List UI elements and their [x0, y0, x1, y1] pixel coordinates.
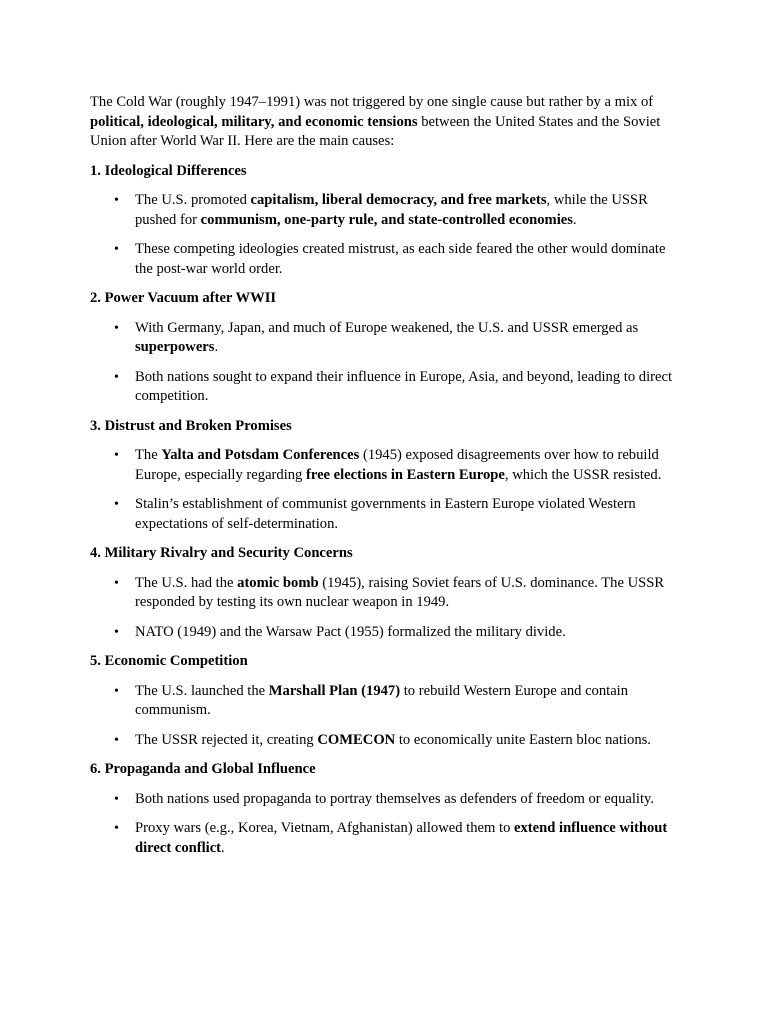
list-item-bold-text: free elections in Eastern Europe: [306, 466, 505, 483]
list-item-text: (1945) exposed disagreements over how to rebuild Europe, especially regarding: [135, 447, 659, 483]
list-item-text: (1945), raising Soviet fears of U.S. dominance. The USSR responded by testing its own nuclear weapon in 1949.: [135, 574, 665, 610]
list-item-text: The U.S. had the: [135, 574, 238, 591]
list-item: [90, 368, 680, 407]
list-item-text: .: [572, 211, 577, 228]
bullet-icon: •: [114, 369, 119, 385]
bullet-icon: •: [114, 320, 119, 336]
list-item-bold-text: communism, one-party rule, and state-controlled economies: [200, 211, 573, 228]
list-item-bold-text: capitalism, liberal democracy, and free markets: [250, 192, 547, 208]
sections-container: [90, 162, 680, 859]
section-heading: 1. Ideological Differences: [90, 162, 247, 179]
list-item-text: , which the USSR resisted.: [504, 466, 662, 483]
list-item-text: The U.S. launched the: [135, 682, 269, 699]
bullet-icon: •: [114, 821, 119, 836]
list-item: [90, 790, 680, 810]
section-heading: 4. Military Rivalry and Security Concerns: [90, 545, 353, 561]
list-item-text: .: [221, 839, 225, 856]
intro-paragraph: [90, 93, 680, 152]
bullet-list: [90, 682, 680, 751]
bullet-icon: •: [114, 732, 119, 748]
bullet-icon: •: [114, 193, 119, 208]
list-item-text: .: [214, 339, 219, 355]
bullet-icon: •: [114, 683, 119, 699]
section-heading: 2. Power Vacuum after WWII: [90, 290, 277, 306]
list-item-bold-text: Yalta and Potsdam Conferences: [161, 447, 360, 463]
list-item-text: Both nations used propaganda to portray themselves as defenders of freedom or equality.: [135, 790, 655, 807]
list-item: [90, 574, 680, 613]
list-item: [90, 191, 680, 230]
list-item: [90, 495, 680, 534]
bullet-list: [90, 446, 680, 534]
list-item-text: NATO (1949) and the Warsaw Pact (1955) formalized the military divide.: [135, 623, 566, 640]
list-item-bold-text: COMECON: [317, 731, 396, 748]
bullet-icon: •: [114, 791, 119, 807]
list-item-text: to rebuild Western Europe and contain communism.: [135, 682, 629, 718]
bullet-list: [90, 191, 680, 279]
bullet-icon: •: [114, 242, 119, 257]
list-item-text: These competing ideologies created mistrust, as each side feared the other would dominate the post-war world order.: [135, 241, 666, 277]
list-item: [90, 446, 680, 485]
bullet-icon: •: [114, 575, 119, 591]
bullet-icon: •: [114, 624, 119, 640]
section-heading: 6. Propaganda and Global Influence: [90, 761, 316, 777]
intro-text: The Cold War (roughly 1947–1991) was not triggered by one single cause but rather by a mix of: [90, 94, 654, 110]
intro-bold-text: political, ideological, military, and economic tensions: [90, 113, 418, 130]
list-item-text: Both nations sought to expand their influence in Europe, Asia, and beyond, leading to direct competition.: [135, 368, 673, 404]
list-item-text: The USSR rejected it, creating: [135, 731, 318, 748]
section-heading: 3. Distrust and Broken Promises: [90, 417, 292, 434]
list-item-text: With Germany, Japan, and much of Europe weakened, the U.S. and USSR emerged as: [135, 319, 639, 336]
list-item-text: , while the USSR pushed for: [135, 192, 648, 228]
list-item-text: The U.S. promoted: [135, 192, 251, 208]
section-heading: 5. Economic Competition: [90, 653, 248, 669]
intro-text: between the United States and the Soviet Union after World War II. Here are the main causes:: [90, 113, 661, 149]
list-item-text: The: [135, 447, 162, 463]
list-item-bold-text: superpowers: [135, 339, 215, 355]
bullet-icon: •: [114, 497, 119, 512]
list-item-bold-text: atomic bomb: [237, 574, 319, 591]
bullet-list: [90, 319, 680, 407]
list-item: [90, 319, 680, 358]
list-item: [90, 240, 680, 279]
list-item-text: Proxy wars (e.g., Korea, Vietnam, Afghanistan) allowed them to: [135, 820, 515, 836]
list-item: [90, 731, 680, 751]
list-item: [90, 819, 680, 858]
list-item-bold-text: extend influence without direct conflict: [135, 820, 668, 856]
list-item-text: to economically unite Eastern bloc nations.: [395, 731, 651, 748]
bullet-list: [90, 574, 680, 643]
bullet-list: [90, 790, 680, 859]
list-item: [90, 623, 680, 643]
bullet-icon: •: [114, 448, 119, 463]
list-item: [90, 682, 680, 721]
list-item-text: Stalin’s establishment of communist governments in Eastern Europe violated Western expectations of self-determination.: [135, 496, 636, 532]
list-item-bold-text: Marshall Plan (1947): [268, 682, 401, 699]
